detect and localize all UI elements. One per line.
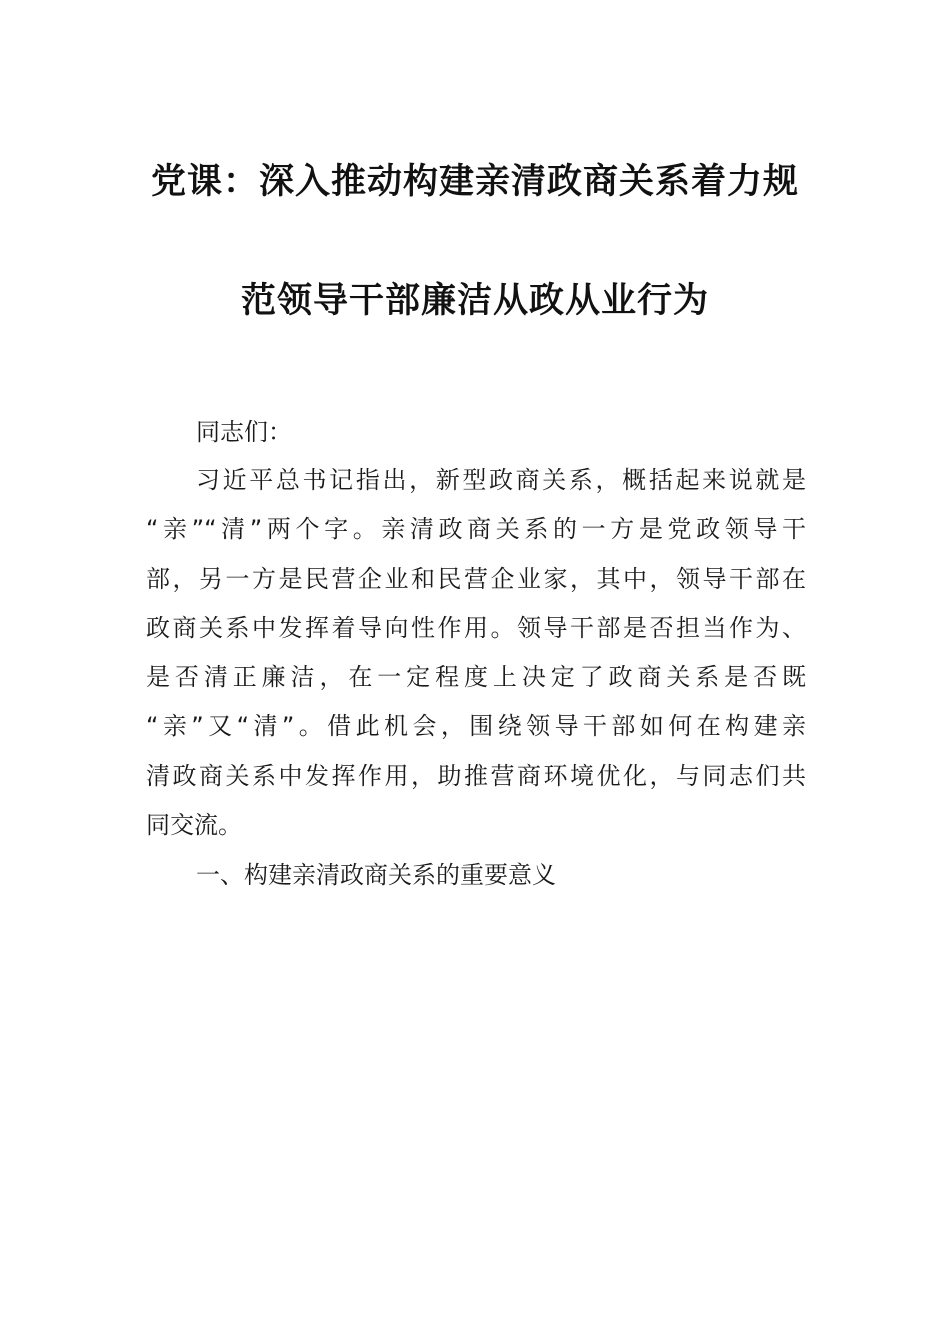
paragraph-line: “亲”“清”两个字。亲清政商关系的一方是党政领导干 [146, 515, 806, 544]
paragraph-line: 习近平总书记指出，新型政商关系，概括起来说就是 [196, 466, 806, 494]
intro-paragraph [146, 462, 806, 856]
paragraph-line: 政商关系中发挥着导向性作用。领导干部是否担当作为、 [146, 613, 806, 642]
document-title-line-2: 范领导干部廉洁从政从业行为 [240, 281, 709, 321]
salutation: 同志们： [196, 418, 292, 446]
document-title-line-1: 党课：深入推动构建亲清政商关系着力规 [150, 162, 799, 202]
paragraph-line: “亲”又“清”。借此机会，围绕领导干部如何在构建亲 [146, 712, 806, 741]
paragraph-line: 是否清正廉洁，在一定程度上决定了政商关系是否既 [146, 663, 806, 692]
paragraph-line: 清政商关系中发挥作用，助推营商环境优化，与同志们共 [146, 761, 806, 790]
section-heading: 一、构建亲清政商关系的重要意义 [196, 861, 556, 889]
paragraph-line: 部，另一方是民营企业和民营企业家，其中，领导干部在 [146, 564, 806, 593]
paragraph-line: 同交流。 [146, 811, 242, 840]
